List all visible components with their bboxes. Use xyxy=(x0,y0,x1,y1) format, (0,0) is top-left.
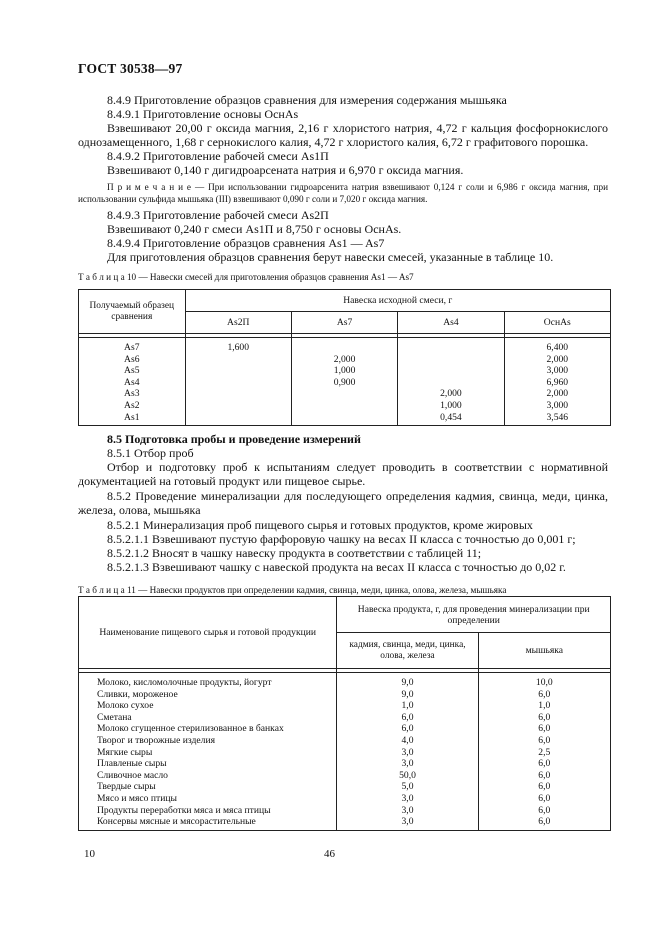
paragraph: Взвешивают 0,240 г смеси As1П и 8,750 г основы ОснAs. xyxy=(107,222,402,236)
paragraph: 8.5.2.1.1 Взвешивают пустую фарфоровую чашку на весах II класса с точностью до 0,001 г; xyxy=(107,532,576,546)
subsection-heading: 8.4.9.3 Приготовление рабочей смеси As2П xyxy=(107,208,329,222)
table-header: Наименование пищевого сырья и готовой продукции xyxy=(79,597,337,669)
note-text: — При использовании гидроарсенита натрия взвешивают 0,124 г соли и 6,986 г оксида магния, при использовании сульфида мышьяка (III) взвешивают 0,090 г соли и 7,020 г оксида магния. xyxy=(78,182,608,204)
table-header: Навеска исходной смеси, г xyxy=(185,290,610,312)
table-cell: Молоко, кисломолочные продукты, йогурт Сливки, мороженое Молоко сухое Сметана Молоко сгущенное стерилизованное в банках Творог и творожные изделия Мягкие сыры Плавленые сыры Сливочное масло Твердые сыры Мясо и мясо птицы Продукты переработки мяса и мяса птицы Консервы мясные и мясорастительные xyxy=(79,673,337,831)
section-heading: 8.4.9 Приготовление образцов сравнения для измерения содержания мышьяка xyxy=(107,93,507,107)
subsection-heading: 8.4.9.4 Приготовление образцов сравнения As1 — As7 xyxy=(107,236,385,250)
page-number-center: 46 xyxy=(324,848,335,860)
subsection-heading: 8.4.9.1 Приготовление основы ОснAs xyxy=(107,107,299,121)
paragraph: Взвешивают 20,00 г оксида магния, 2,16 г хлористого натрия, 4,72 г кальция фосфорнокислого однозамещенного, 1,68 г сернокислого калия, 4,72 г хлористого калия, 6,72 г графитового порошка. xyxy=(78,121,608,150)
note xyxy=(78,182,608,206)
paragraph: Отбор и подготовку проб к испытаниям следует проводить в соответствии с нормативной документацией на готовый продукт или пищевое сырье. xyxy=(78,460,608,489)
subsection-heading: 8.4.9.2 Приготовление рабочей смеси As1П xyxy=(107,149,329,163)
paragraph: Взвешивают 0,140 г дигидроарсената натрия и 6,970 г оксида магния. xyxy=(107,163,464,177)
page-number-left: 10 xyxy=(84,848,95,860)
table-caption-label: Т а б л и ц а xyxy=(78,585,125,595)
paragraph: Для приготовления образцов сравнения берут навески смесей, указанные в таблице 10. xyxy=(107,250,554,264)
table-header: мышьяка xyxy=(478,633,610,669)
table-caption-text: 10 — Навески смесей для приготовления образцов сравнения As1 — As7 xyxy=(124,272,414,282)
note-label: П р и м е ч а н и е xyxy=(107,182,192,192)
section-heading: 8.5 Подготовка пробы и проведение измерений xyxy=(107,432,361,446)
table-header: ОснAs xyxy=(504,312,610,334)
paragraph: 8.5.2.1.3 Взвешивают чашку с навеской продукта на весах II класса с точностью до 0,02 г. xyxy=(107,560,566,574)
document-header: ГОСТ 30538—97 xyxy=(78,61,183,76)
table-cell: 6,400 2,000 3,000 6,960 2,000 3,000 3,546 xyxy=(504,338,610,426)
table-cell: 10,0 6,0 1,0 6,0 6,0 6,0 2,5 6,0 6,0 6,0 6,0 6,0 6,0 xyxy=(478,673,610,831)
paragraph: 8.5.2.1.2 Вносят в чашку навеску продукта в соответствии с таблицей 11; xyxy=(107,546,482,560)
table-caption-text: 11 — Навески продуктов при определении кадмия, свинца, меди, цинка, олова, железа, мышьяка xyxy=(124,585,507,595)
table-cell: 2,000 1,000 0,900 xyxy=(291,338,397,426)
table-cell: As7 As6 As5 As4 As3 As2 As1 xyxy=(79,338,186,426)
table-header: As4 xyxy=(398,312,504,334)
table-11 xyxy=(78,596,611,831)
table-10 xyxy=(78,289,611,426)
table-caption-label: Т а б л и ц а xyxy=(78,272,125,282)
table-header: кадмия, свинца, меди, цинка, олова, железа xyxy=(337,633,478,669)
table-caption xyxy=(78,270,414,284)
subsection-heading: 8.5.1 Отбор проб xyxy=(107,446,194,460)
table-cell: 1,600 xyxy=(185,338,291,426)
table-cell: 9,0 9,0 1,0 6,0 6,0 4,0 3,0 3,0 50,0 5,0 3,0 3,0 3,0 xyxy=(337,673,478,831)
table-header: As2П xyxy=(185,312,291,334)
table-header: As7 xyxy=(291,312,397,334)
paragraph: 8.5.2 Проведение минерализации для последующего определения кадмия, свинца, меди, цинка, железа, олова, мышьяка xyxy=(78,489,608,518)
table-header: Получаемый образец сравнения xyxy=(79,290,186,334)
table-header: Навеска продукта, г, для проведения минерализации при определении xyxy=(337,597,611,633)
table-cell: 2,000 1,000 0,454 xyxy=(398,338,504,426)
subsection-heading: 8.5.2.1 Минерализация проб пищевого сырья и готовых продуктов, кроме жировых xyxy=(107,518,533,532)
